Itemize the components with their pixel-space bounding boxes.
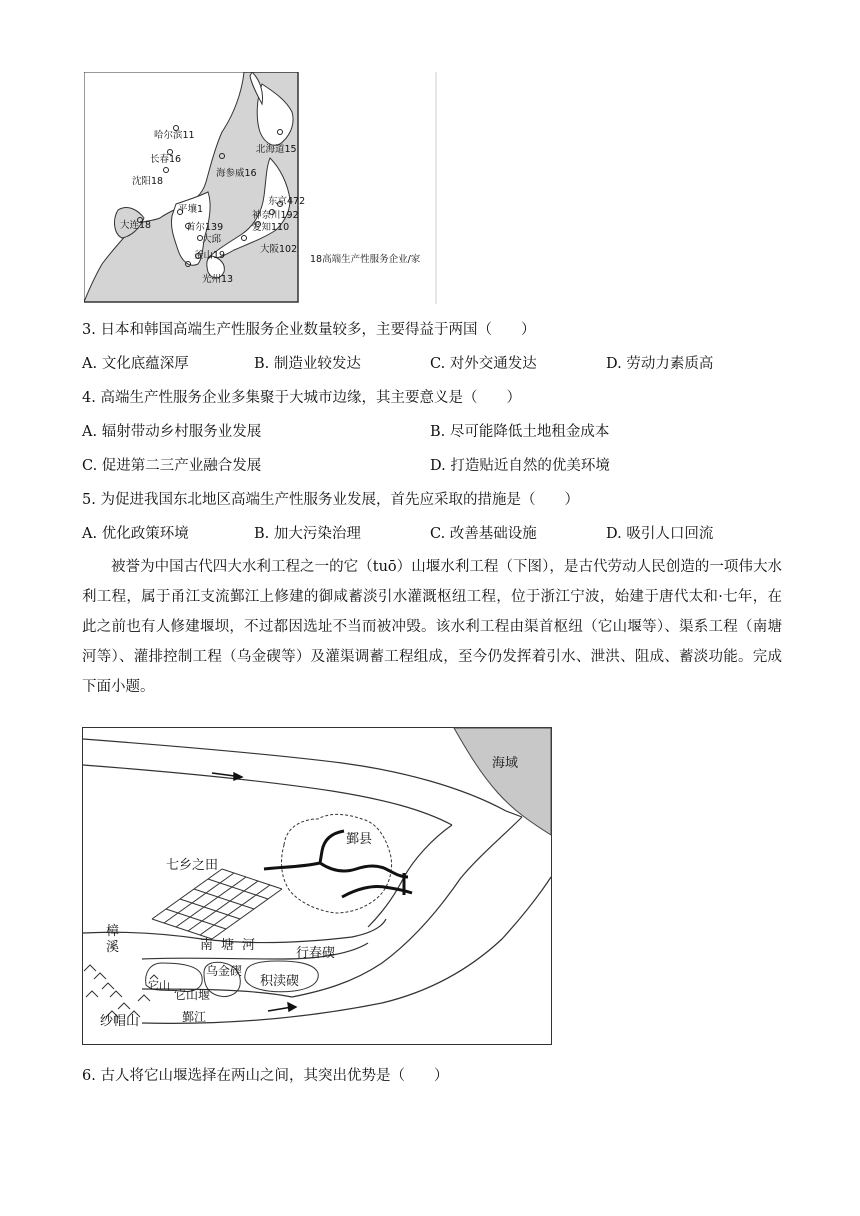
map1-label-osaka: 大阪102: [260, 244, 298, 255]
map1-label-gwangju: 光州13: [202, 274, 234, 285]
map1-label-kanagawa: 神奈川192: [252, 210, 299, 221]
map1-label-seoul: 首尔139: [186, 222, 224, 233]
map1-label-shenyang: 沈阳18: [132, 176, 164, 187]
q3-option-a[interactable]: A. 文化底蕴深厚: [82, 356, 189, 372]
passage-text: 被誉为中国古代四大水利工程之一的它（tuō）山堰水利工程（下图），是古代劳动人民创造的一项伟大水利工程，属于甬江支流鄞江上修建的御咸蓄淡引水灌溉枢纽工程，位于浙江宁波，始建于唐代太和·七年，在此之前也有人修建堰坝，不过都因选址不当而被冲毁。该水利工程由渠首枢纽（它山堰等）、渠系工程（南塘河等）、灌排控制工程（乌金碶等）及灌渠调蓄工程组成，至今仍发挥着引水、泄洪、阻成、蓄淡功能。完成下面小题。: [82, 559, 782, 695]
map1-label-dalian: 大连18: [120, 220, 152, 231]
question-3-stem: 3. 日本和韩国高端生产性服务企业数量较多，主要得益于两国（ ）: [82, 322, 536, 338]
question-5-stem: 5. 为促进我国东北地区高端生产性服务业发展，首先应采取的措施是（ ）: [82, 492, 579, 508]
map2-label-yinjiang: 鄞江: [182, 1010, 207, 1024]
question-6-stem: 6. 古人将它山堰选择在两山之间，其突出优势是（ ）: [82, 1068, 449, 1084]
map1-label-hokkaido: 北海道15: [256, 144, 297, 155]
q5-option-c[interactable]: C. 改善基础设施: [430, 526, 537, 542]
map2-label-nantanghe: 南塘河: [200, 938, 264, 953]
q4-option-d[interactable]: D. 打造贴近自然的优美环境: [430, 458, 610, 474]
map1-label-tokyo: 东京472: [268, 196, 306, 207]
q3-option-d[interactable]: D. 劳动力素质高: [606, 356, 714, 372]
map2-label-sea: 海域: [492, 756, 519, 771]
q5-option-a[interactable]: A. 优化政策环境: [82, 526, 189, 542]
map1-label-harbin: 哈尔滨11: [154, 130, 195, 141]
map2-label-yinxian: 鄞县: [346, 832, 373, 847]
map1-legend: 18高端生产性服务企业/家: [310, 254, 421, 265]
map2-label-zhangxi-2: 溪: [106, 940, 120, 955]
q5-option-b[interactable]: B. 加大污染治理: [254, 526, 361, 542]
map1-label-pyongyang: 平壤1: [178, 204, 204, 215]
q4-option-b[interactable]: B. 尽可能降低土地租金成本: [430, 424, 610, 440]
map2-label-tashanyan: 它山堰: [174, 988, 211, 1002]
map2-label-wujinjie: 乌金碶: [206, 964, 243, 978]
map1-label-aichi: 爱知110: [252, 222, 290, 233]
q3-option-b[interactable]: B. 制造业较发达: [254, 356, 361, 372]
question-4-stem: 4. 高端生产性服务企业多集聚于大城市边缘，其主要意义是（ ）: [82, 390, 521, 406]
map1-label-daegu: 大邱: [202, 234, 222, 245]
map2-label-xingchunjie: 行春碶: [296, 946, 336, 961]
map2-yinxian-area: [282, 814, 392, 913]
q3-option-c[interactable]: C. 对外交通发达: [430, 356, 537, 372]
map1-label-changchun: 长春16: [150, 154, 182, 165]
q5-option-d[interactable]: D. 吸引人口回流: [606, 526, 714, 542]
tashan-weir-map: [82, 727, 552, 1045]
map2-label-tashan: 它山: [148, 979, 170, 992]
passage: [82, 552, 782, 702]
northeast-asia-map: [84, 72, 440, 304]
map2-label-shamaoshan: 纱帽山: [100, 1014, 140, 1029]
map1-label-vladivostok: 海参威16: [216, 168, 257, 179]
q4-option-a[interactable]: A. 辐射带动乡村服务业发展: [82, 424, 262, 440]
map1-label-busan: 釜山19: [194, 250, 226, 261]
map2-label-fields: 七乡之田: [166, 858, 219, 873]
map2-label-jidujie: 积渎碶: [260, 974, 300, 989]
map2-label-zhangxi-1: 樟: [106, 924, 120, 939]
q4-option-c[interactable]: C. 促进第二三产业融合发展: [82, 458, 262, 474]
